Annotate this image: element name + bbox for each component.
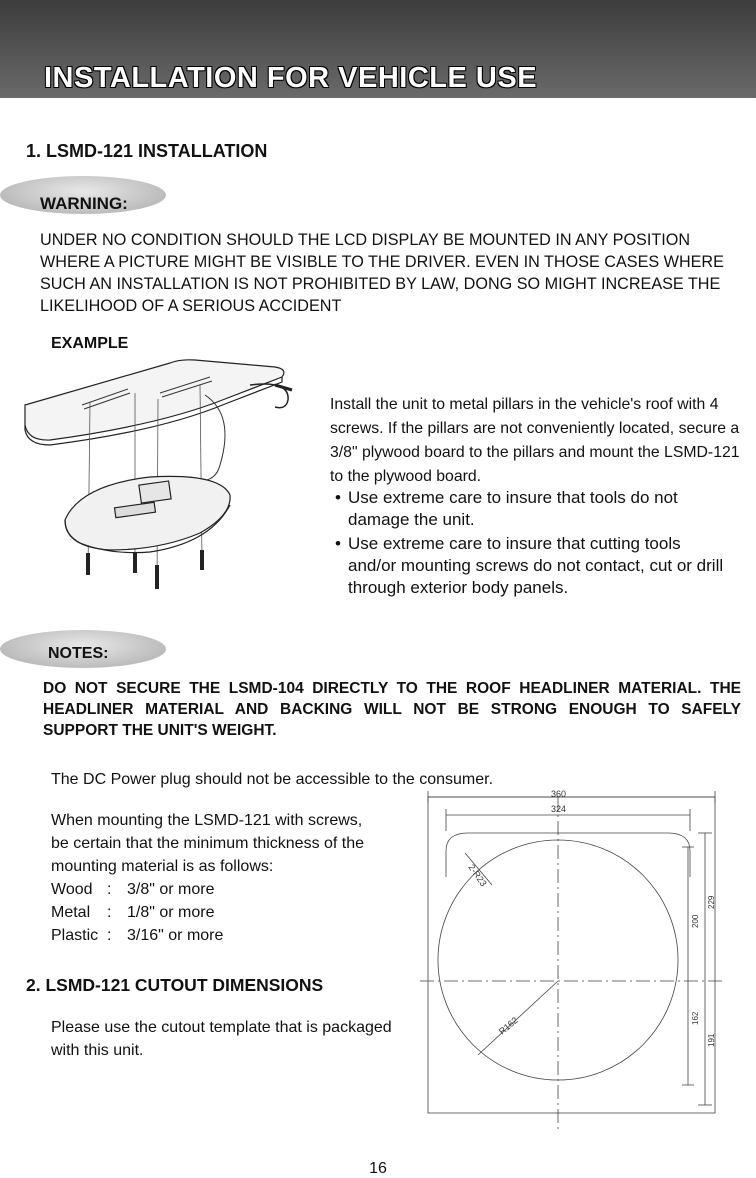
dc-power-note: The DC Power plug should not be accessible to the consumer. — [51, 771, 494, 788]
notes-label: NOTES: — [48, 645, 109, 662]
label-162: 162 — [691, 1011, 700, 1025]
mounting-line: When mounting the LSMD-121 with screws, — [51, 812, 363, 829]
screws — [86, 550, 204, 589]
header-band — [0, 0, 756, 98]
install-line: to the plywood board. — [330, 468, 482, 485]
installation-illustration — [20, 355, 320, 605]
radius-line — [478, 981, 558, 1055]
label-229: 229 — [707, 895, 716, 909]
caution-item: • Use extreme care to insure that cutting tools and/or mounting screws do not contact, cut or drill through exterior body panels. — [330, 533, 723, 599]
material-row-metal: Metal : 1/8" or more — [51, 904, 215, 921]
section2-title: 2. LSMD-121 CUTOUT DIMENSIONS — [26, 975, 324, 995]
notes-line: DO NOT SECURE THE LSMD-104 DIRECTLY TO THE ROOF HEADLINER MATERIAL. THE — [43, 680, 741, 697]
mounting-line: mounting material is as follows: — [51, 858, 274, 875]
warning-line: SUCH AN INSTALLATION IS NOT PROHIBITED BY LAW, DONG SO MIGHT INCREASE THE — [40, 275, 721, 293]
inner-cutout-outline — [446, 833, 690, 877]
warning-label: WARNING: — [40, 194, 128, 213]
label-191: 191 — [707, 1033, 716, 1047]
material-row-plastic: Plastic : 3/16" or more — [51, 927, 224, 944]
warning-line: WHERE A PICTURE MIGHT BE VISIBLE TO THE DRIVER. EVEN IN THOSE CASES WHERE — [40, 253, 724, 271]
label-corner-radius: 2-R23 — [466, 862, 489, 889]
mounting-line: be certain that the minimum thickness of the — [51, 835, 365, 852]
cutout-line: with this unit. — [51, 1042, 144, 1059]
label-radius: R162 — [496, 1015, 520, 1037]
mounting-text — [51, 809, 364, 878]
notes-line: HEADLINER MATERIAL AND BACKING WILL NOT BE STRONG ENOUGH TO SAFELY — [43, 701, 741, 718]
outer-frame — [428, 797, 715, 1113]
cutout-line: Please use the cutout template that is packaged — [51, 1019, 392, 1036]
caution-list — [330, 487, 723, 601]
monitor-unit — [65, 476, 230, 552]
page-title: INSTALLATION FOR VEHICLE USE — [44, 62, 538, 94]
example-label: EXAMPLE — [51, 335, 129, 352]
notes-warning — [43, 678, 741, 741]
roof-plate — [25, 360, 284, 445]
cutout-text — [51, 1016, 392, 1062]
page-number: 16 — [369, 1160, 387, 1177]
section1-title: 1. LSMD-121 INSTALLATION — [26, 141, 268, 161]
cutout-diagram — [420, 785, 750, 1135]
warning-line: UNDER NO CONDITION SHOULD THE LCD DISPLAY BE MOUNTED IN ANY POSITION — [40, 231, 691, 249]
notes-line: SUPPORT THE UNIT'S WEIGHT. — [43, 722, 277, 739]
label-360: 360 — [551, 789, 567, 799]
install-text — [330, 393, 740, 489]
caution-item: • Use extreme care to insure that tools do not damage the unit. — [330, 487, 723, 531]
label-200: 200 — [691, 914, 700, 928]
install-line: Install the unit to metal pillars in the vehicle's roof with 4 — [330, 396, 719, 413]
material-row-wood: Wood : 3/8" or more — [51, 881, 215, 898]
label-324: 324 — [551, 804, 567, 814]
warning-line: LIKELIHOOD OF A SERIOUS ACCIDENT — [40, 297, 342, 315]
warning-text — [40, 229, 724, 317]
install-line: screws. If the pillars are not conveniently located, secure a — [330, 420, 740, 437]
install-line: 3/8" plywood board to the pillars and mount the LSMD-121 — [330, 444, 740, 461]
